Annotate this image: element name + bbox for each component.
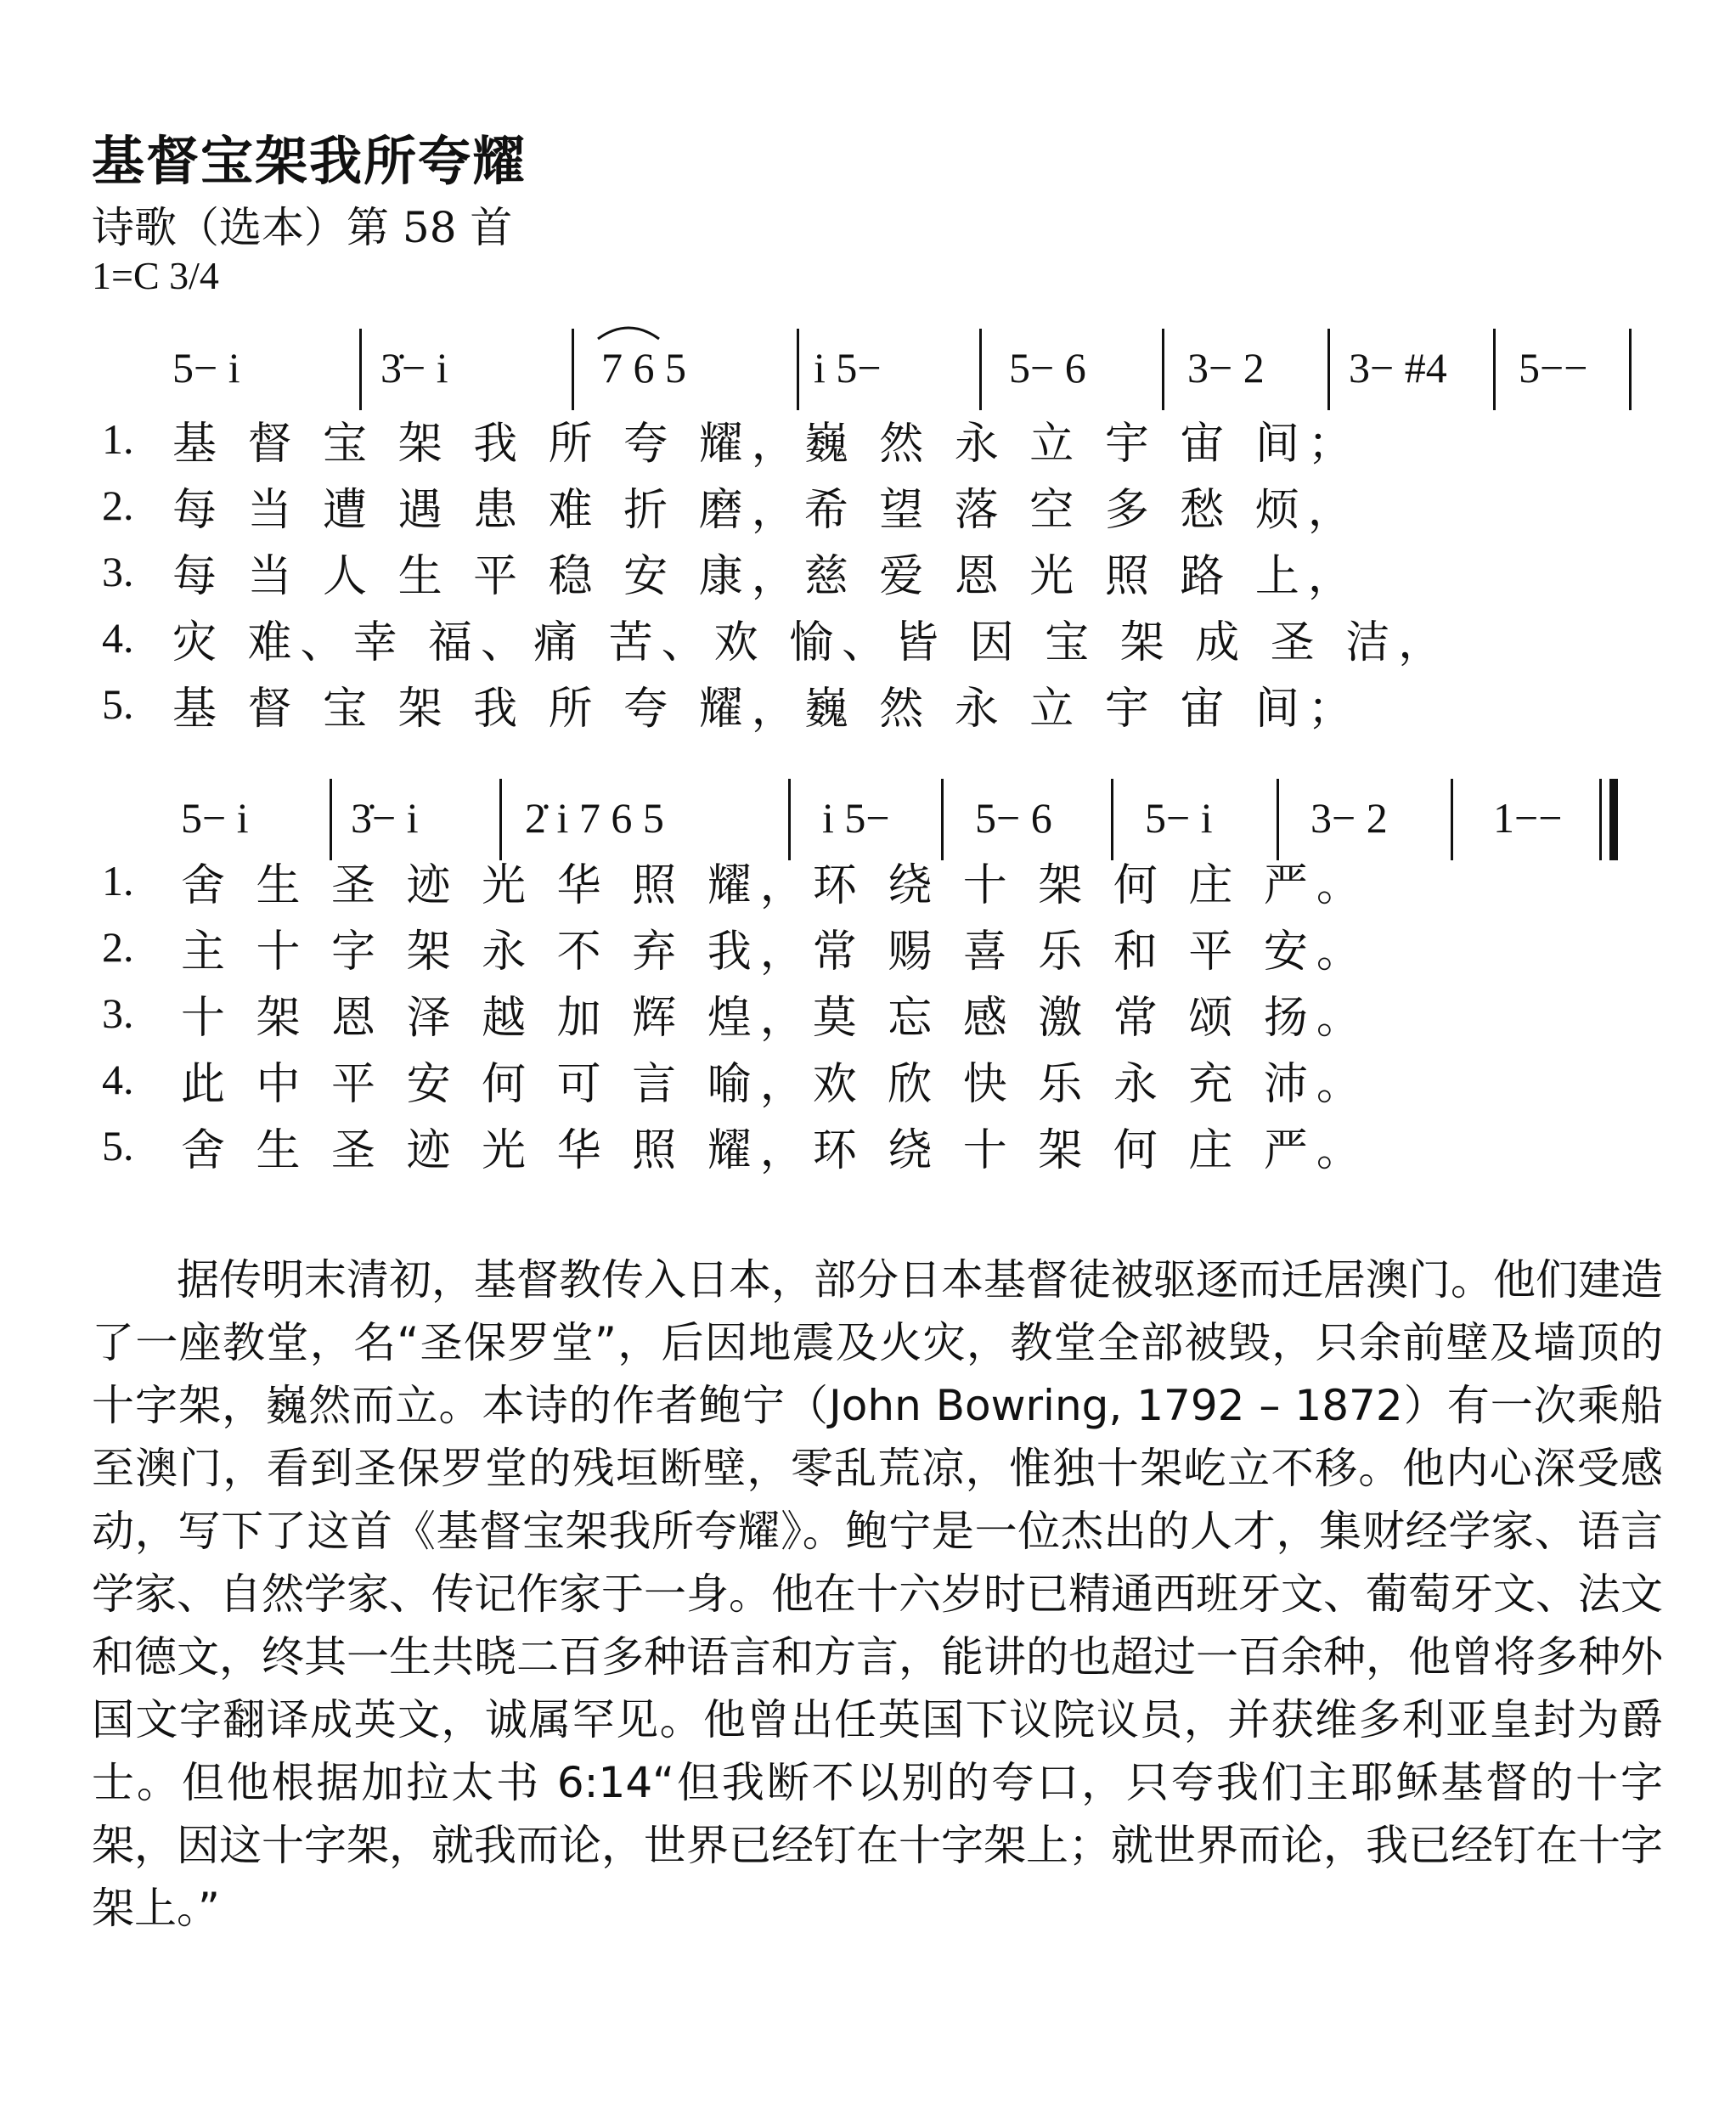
verse-line bbox=[92, 679, 1688, 746]
verse-number: 1. bbox=[102, 857, 134, 904]
measure-2: 3̇− i bbox=[380, 344, 448, 392]
lyrics-system-1 bbox=[92, 414, 1688, 746]
hymn-subtitle: 诗歌（选本）第 58 首 bbox=[92, 203, 513, 252]
barline bbox=[797, 329, 799, 410]
verse-text: 十 架 恩 泽 越 加 辉 煌，莫 忘 感 激 常 颂 扬。 bbox=[181, 993, 1369, 1044]
barline bbox=[1162, 329, 1164, 410]
verse-number: 3. bbox=[102, 548, 134, 595]
verse-line bbox=[92, 1055, 1688, 1121]
measure-5: 5− 6 bbox=[1009, 344, 1086, 392]
measure-5: 5− 6 bbox=[975, 794, 1052, 842]
measure-8: 5−− bbox=[1519, 344, 1588, 392]
barline bbox=[1277, 779, 1279, 860]
measure-7: 3− 2 bbox=[1310, 794, 1388, 842]
barline bbox=[1451, 779, 1453, 860]
measure-3: 2̇ i 7 6 5 bbox=[525, 794, 664, 842]
measure-7: 3− #4 bbox=[1349, 344, 1447, 392]
measure-2: 3̇− i bbox=[351, 794, 419, 842]
verse-line bbox=[92, 481, 1688, 547]
verse-number: 1. bbox=[102, 415, 134, 463]
measure-1: 5− i bbox=[172, 344, 240, 392]
hymn-title: 基督宝架我所夸耀 bbox=[92, 130, 527, 192]
barline bbox=[1629, 329, 1632, 410]
verse-text: 主 十 字 架 永 不 弃 我，常 赐 喜 乐 和 平 安。 bbox=[181, 927, 1369, 978]
lyrics-system-2 bbox=[92, 856, 1688, 1187]
measure-4: i 5− bbox=[822, 794, 890, 842]
barline bbox=[788, 779, 791, 860]
verse-text: 每 当 人 生 平 稳 安 康，慈 爱 恩 光 照 路 上， bbox=[172, 551, 1361, 602]
measure-8: 1−− bbox=[1493, 794, 1563, 842]
commentary bbox=[92, 1248, 1663, 1940]
verse-number: 2. bbox=[102, 482, 134, 529]
verse-line bbox=[92, 1121, 1688, 1187]
verse-text: 每 当 遭 遇 患 难 折 磨，希 望 落 空 多 愁 烦， bbox=[172, 485, 1361, 536]
notation-system-2 bbox=[92, 786, 1671, 862]
barline bbox=[499, 779, 502, 860]
verse-line bbox=[92, 547, 1688, 613]
measure-3: 7 6 5 bbox=[601, 344, 686, 392]
barline bbox=[979, 329, 982, 410]
verse-text: 基 督 宝 架 我 所 夸 耀，巍 然 永 立 宇 宙 间； bbox=[172, 684, 1361, 735]
barline bbox=[941, 779, 944, 860]
notation-system-1 bbox=[92, 335, 1671, 412]
verse-line bbox=[92, 922, 1688, 989]
verse-number: 4. bbox=[102, 614, 134, 662]
barline bbox=[1327, 329, 1330, 410]
verse-line bbox=[92, 856, 1688, 922]
verse-number: 5. bbox=[102, 680, 134, 728]
verse-text: 基 督 宝 架 我 所 夸 耀，巍 然 永 立 宇 宙 间； bbox=[172, 419, 1361, 470]
verse-number: 5. bbox=[102, 1122, 134, 1169]
measure-6: 5− i bbox=[1145, 794, 1213, 842]
barline bbox=[330, 779, 332, 860]
verse-line bbox=[92, 989, 1688, 1055]
verse-number: 2. bbox=[102, 923, 134, 971]
measure-1: 5− i bbox=[181, 794, 249, 842]
verse-number: 4. bbox=[102, 1056, 134, 1103]
verse-text: 灾 难、幸 福、痛 苦、欢 愉、皆 因 宝 架 成 圣 洁， bbox=[172, 617, 1451, 668]
measure-4: i 5− bbox=[814, 344, 882, 392]
barline bbox=[359, 329, 362, 410]
measure-6: 3− 2 bbox=[1187, 344, 1265, 392]
verse-line bbox=[92, 414, 1688, 481]
barline bbox=[572, 329, 574, 410]
key-signature: 1=C 3/4 bbox=[92, 254, 219, 297]
verse-text: 舍 生 圣 迹 光 华 照 耀，环 绕 十 架 何 庄 严。 bbox=[181, 1125, 1369, 1176]
verse-line bbox=[92, 613, 1688, 679]
commentary-paragraph: 据传明末清初，基督教传入日本，部分日本基督徒被驱逐而迁居澳门。他们建造了一座教堂，名“圣保罗堂”，后因地震及火灾，教堂全部被毁，只余前壁及墙顶的十字架，巍然而立。本诗的作者鲍宁（John Bowring, 1792 – 1872）有一次乘船至澳门，看到圣保罗堂的残垣断壁，零乱荒凉，惟独十架屹立不移。他内心深受感动，写下了这首《基督宝架我所夸耀》。鲍宁是一位杰出的人才，集财经学家、语言学家、自然学家、传记作家于一身。他在十六岁时已精通西班牙文、葡萄牙文、法文和德文，终其一生共晓二百多种语言和方言，能讲的也超过一百余种，他曾将多种外国文字翻译成英文，诚属罕见。他曾出任英国下议院议员，并获维多利亚皇封为爵士。但他根据加拉太书 6:14“但我断不以别的夸口，只夸我们主耶稣基督的十字架，因这十字架，就我而论，世界已经钉在十字架上；就世界而论，我已经钉在十字架上。” bbox=[92, 1255, 1663, 1933]
verse-text: 舍 生 圣 迹 光 华 照 耀，环 绕 十 架 何 庄 严。 bbox=[181, 860, 1369, 911]
barline bbox=[1111, 779, 1113, 860]
barline bbox=[1493, 329, 1496, 410]
verse-text: 此 中 平 安 何 可 言 喻，欢 欣 快 乐 永 充 沛。 bbox=[181, 1059, 1369, 1110]
slur-mark bbox=[595, 320, 662, 341]
verse-number: 3. bbox=[102, 989, 134, 1037]
